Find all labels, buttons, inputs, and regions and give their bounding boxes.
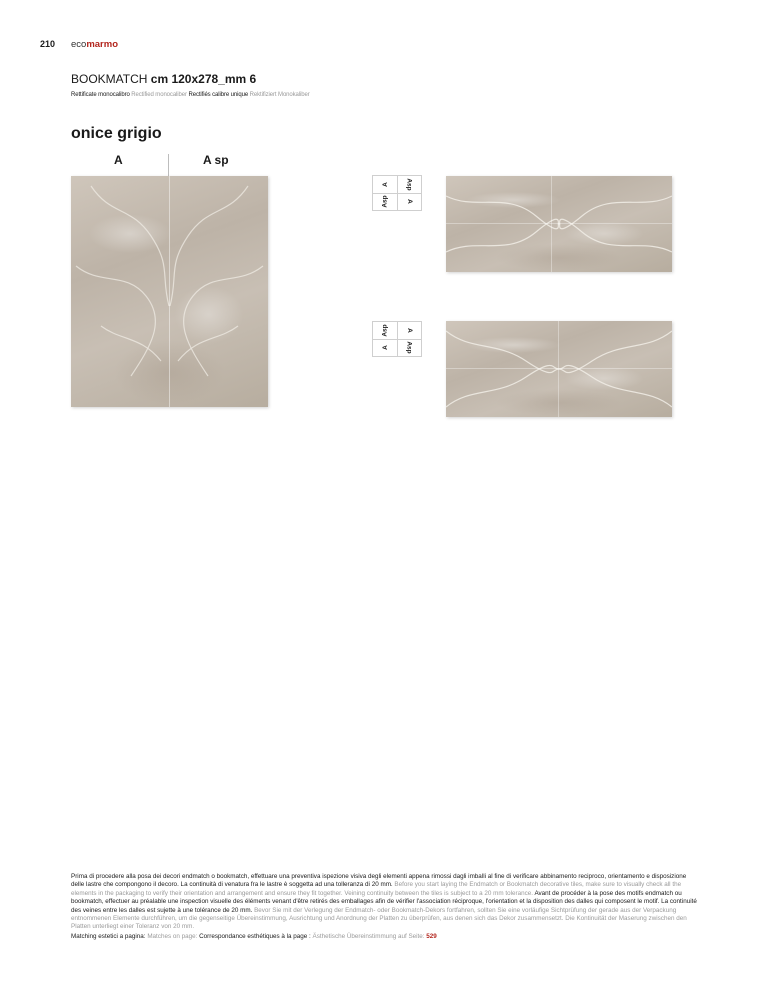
- matching-it: Matching estetici a pagina:: [71, 932, 148, 940]
- bookmatch-slab-image: [71, 176, 268, 407]
- heading-dimensions: cm 120x278_mm 6: [150, 72, 257, 86]
- matching-page-link[interactable]: 529: [426, 932, 437, 940]
- footer-instructions: [71, 873, 701, 932]
- brand-prefix: eco: [71, 39, 87, 50]
- heading-main: BOOKMATCH: [71, 72, 151, 86]
- schema-cell: A: [381, 345, 389, 350]
- subtitle-fr: Rectifiés calibre unique: [188, 92, 250, 98]
- page-number: 210: [40, 39, 56, 49]
- endmatch-slab-image-1: [446, 176, 672, 272]
- brand-logo: [71, 39, 118, 50]
- schema-cell: A: [405, 328, 413, 333]
- schema-cell: A: [405, 199, 413, 204]
- schema-cell: Asp: [381, 195, 389, 208]
- matching-fr: Correspondance esthétiques à la page :: [199, 932, 313, 940]
- matching-de: Ästhetische Übereinstimmung auf Seite:: [312, 932, 427, 940]
- footer-notes: [71, 873, 701, 941]
- subtitle-de: Rektifiziert Monokaliber: [249, 92, 310, 98]
- product-name: onice grigio: [71, 125, 162, 142]
- label-a-sp: A sp: [203, 153, 229, 167]
- schema-cell: Asp: [405, 341, 413, 354]
- footer-de: Bevor Sie mit der Verlegung der Endmatch- oder Bookmatch-Dekors fortfahren, sollten Sie eine vorläufige Sichtprüfung der gerade aus der Verpackung entnommenen Elemente durchführen, um die gegenseitige Übereinstimmung, Ausrichtung und Anordnung der Platten zu überprüfen, aus denen sich das Dekor zusammensetzt. Die Kontinuität der Maserung zwischen den Platten unterliegt einer Toleranz von 20 mm.: [71, 906, 687, 931]
- matching-en: Matches on page:: [147, 932, 200, 940]
- subtitle-en: Rectified monocaliber: [131, 92, 189, 98]
- subtitle: [71, 92, 310, 98]
- schema-cell: Asp: [381, 324, 389, 337]
- footer-fr: Avant de procéder à la pose des motifs endmatch ou bookmatch, effectuer au préalable une inspection visuelle des éléments venant d'être retirés des emballages afin de vérifier l'association réciproque, l'orientation et la disposition des dalles qui composent le motif. La continuité des veines entre les dalles est sujette à une tolérance de 20 mm.: [71, 889, 697, 914]
- endmatch-slab-image-2: [446, 321, 672, 417]
- footer-matching: [71, 933, 701, 941]
- layout-schema-1: [372, 175, 422, 211]
- schema-cell: A: [381, 182, 389, 187]
- label-divider: [168, 154, 169, 176]
- footer-en: Before you start laying the Endmatch or Bookmatch decorative tiles, make sure to visually check all the elements in the packaging to verify their orientation and arrangement and ensure they fit together. Veining continuity between the tiles is subject to a 20 mm tolerance.: [71, 881, 682, 897]
- layout-schema-2: [372, 321, 422, 357]
- footer-it: Prima di procedere alla posa dei decori endmatch o bookmatch, effettuare una preventiva ispezione visiva degli elementi appena rimossi dagli imballi al fine di verificare abbinamento reciproco, orientamento e disposizione delle lastre che compongono il decoro. La continuità di venatura fra le lastre è soggetta ad una tolleranza di 20 mm.: [71, 873, 687, 889]
- subtitle-it: Rettificate monocalibro: [71, 92, 132, 98]
- label-a: A: [114, 153, 123, 167]
- section-heading: [71, 72, 256, 86]
- schema-cell: Asp: [405, 178, 413, 191]
- brand-suffix: marmo: [86, 39, 119, 50]
